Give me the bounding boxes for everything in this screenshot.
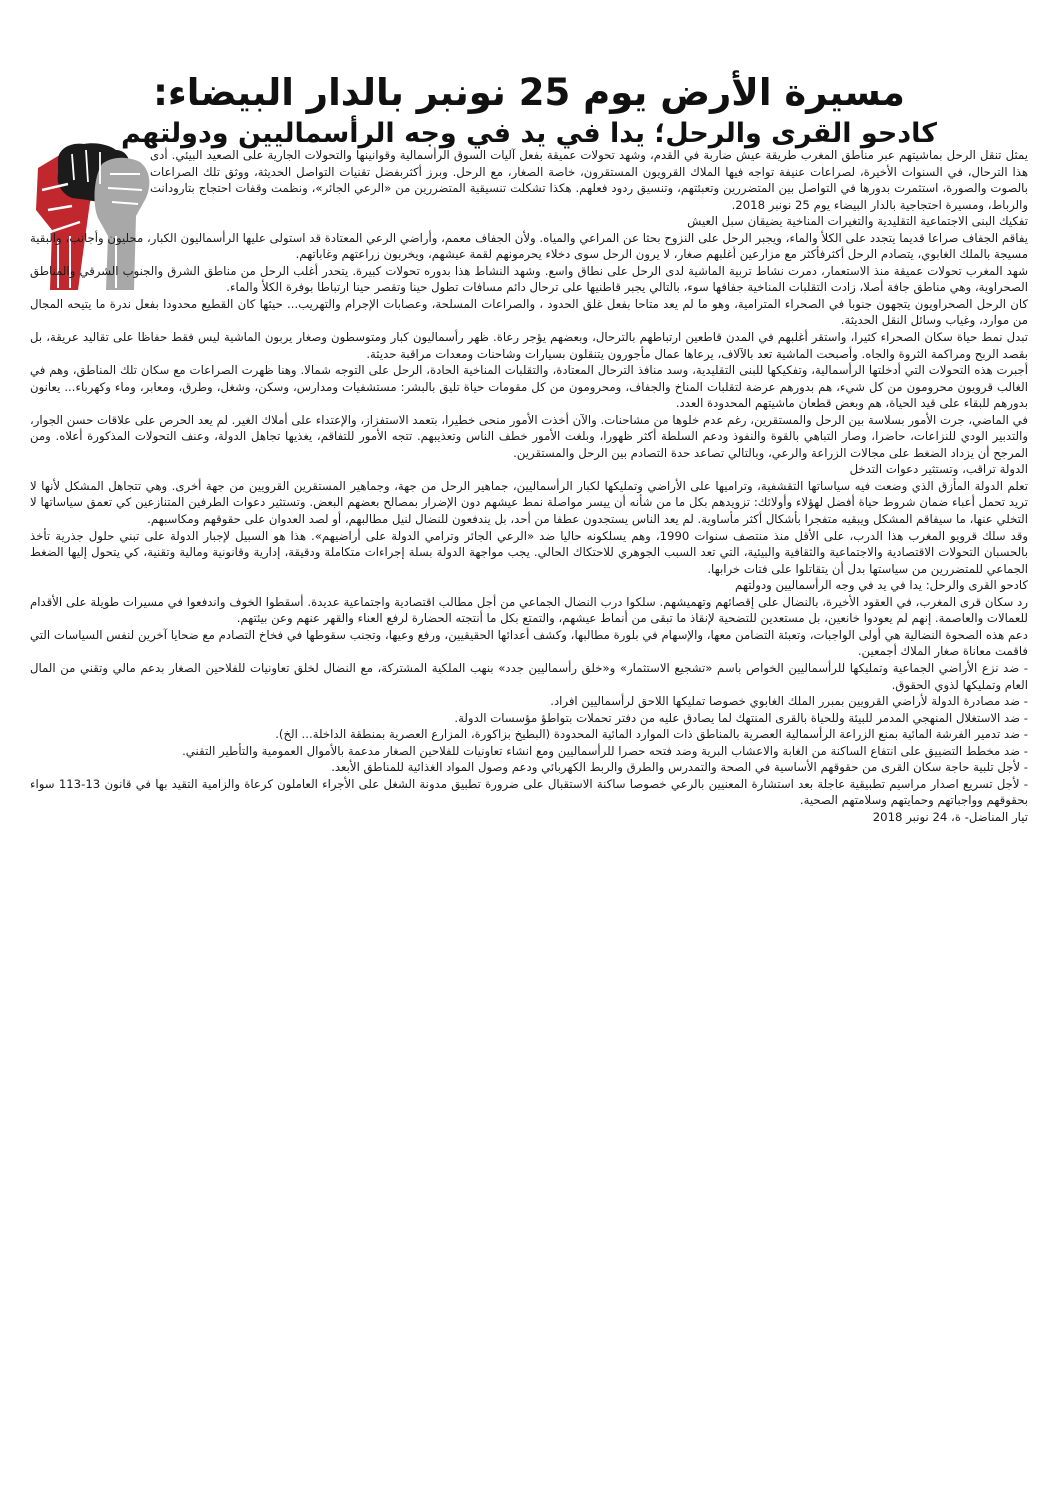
paragraph: يفاقم الجفاف صراعا قديما يتجدد على الكلأ والماء، ويجبر الرحل على النزوح بحثا عن المراعي والمياه. ولأن الجفاف معمم، وأراضي الرعي المعتادة قد استولى عليها الرأسماليون الكبار، محليون وأجانب، والبقية مسيجة بالملك الغابوي، يتصادم الرحل أكثرفأكثر مع مزارعين أغلبهم صغار، لا يرون الرحل سوى دخلاء يحرمونهم لقمة عيشهم، ويخربون زراعتهم وغاباتهم. [30,230,1028,262]
section-heading: كادحو القرى والرحل: يدا في يد في وجه الرأسماليين ودولتهم [735,578,1028,593]
paragraph: تبدل نمط حياة سكان الصحراء كثيرا، واستقر أغلبهم في المدن قاطعين ارتباطهم بالترحال، وبعضهم يؤجر رعاة. ظهر رأسماليون كبار ومتوسطون وصغار يربون الماشية ليس فقط حفاظا على تقاليد عريقة، بل بقصد الربح ومراكمة الثروة والجاه. وأصبحت الماشية تعد بالآلاف، يرعاها عمال مأجورون يتنقلون بسيارات وشاحنات ومعدات مراقبة حديثة. [30,330,1028,361]
demand-item: - ضد تدمير الفرشة المائية بمنع الزراعة الرأسمالية العصرية بالمناطق ذات الموارد المائية المحدودة (البطيخ بزاكورة، المزارع العصرية بمنطقة الداخلة... الخ). [275,727,1028,742]
section-heading: تفكيك البنى الاجتماعية التقليدية والتغيرات المناخية يضيقان سبل العيش [687,214,1028,229]
demand-item: - ضد مصادرة الدولة لأراضي القرويين بمبرر الملك الغابوي خصوصا تمليكها اللاحق لرأسماليين افراد. [550,694,1028,709]
subheadline: كادحو القرى والرحل؛ يدا في يد في وجه الرأسماليين ودولتهم [121,118,937,150]
paragraph: كان الرحل الصحراويون يتجهون جنوبا في الصحراء المترامية، وهو ما لم يعد متاحا بفعل غلق الحدود ، والصراعات المسلحة، وعصابات الإجرام والتهريب... حيثها كان القطيع محدودا بفعل ندرة ما يتيحه المجال من موارد، وغياب وسائل النقل الحديثة. [30,296,1028,328]
demand-item: - ضد مخطط التضييق على انتفاع الساكنة من الغابة والاعشاب البرية وضد فتحه حصرا للرأسماليين ومع انشاء تعاونيات للفلاحين الصغار مدعمة بالأموال العمومية والتأطير التقني. [182,743,1028,758]
signature-line: تيار المناضل- ة، 24 نونبر 2018 [872,809,1028,824]
demand-item: - ضد الاستغلال المنهجي المدمر للبيئة وللحياة بالقرى المنتهك لما يصادق عليه من دفتر تحملات بتواطؤ مؤسسات الدولة. [454,710,1028,725]
paragraph: شهد المغرب تحولات عميقة منذ الاستعمار، دمرت نشاط تربية الماشية لدى الرحل على نطاق واسع. وشهد النشاط هذا بدوره تحولات كبيرة. يتحدر أغلب الرحل من مناطق الشرق والجنوب الشرقي والمناطق الصحراوية، وهي مناطق جافة أصلا، زادت التقلبات المناخية جفافها سوء، بالتالي يجبر قاطنيها على ترحال دائم مسافات تطول حينا وتقصر حينا ارتباطا بوفرة الكلأ والماء. [30,263,1028,295]
paragraph: وقد سلك قرويو المغرب هذا الدرب، على الأقل منذ منتصف سنوات 1990، وهم يسلكونه حاليا ضد «الرعي الجائر وترامي الدولة على أراضيهم». هذا هو السبيل لإجبار الدولة على تبني حلول جذرية تأخذ بالحسبان التحولات الاقتصادية والاجتماعية والثقافية والبيئية، التي تعد السبب الجوهري للاحتكاك الحالي. يجب مواجهة الدولة بسلة إجراءات متكاملة ودقيقة، إدارية وقانونية ومالية وتقنية، كي يتحول إليها الضغط الجماعي للمتضررين من سياستها بدل أن يتقاتلوا على فتات خرابها. [30,528,1028,576]
section-heading: الدولة تراقب، وتستثير دعوات التدخل [849,462,1028,477]
paragraph: في الماضي، جرت الأمور بسلاسة بين الرحل والمستقرين، رغم عدم خلوها من مشاحنات. والآن أخذت الأمور منحى خطيرا، بتعمد الاستفزاز، والإعتداء على أملاك الغير. لم يعد الحرص على علاقات حسن الجوار، والتدبير الودي للنزاعات، حاضرا، وصار التباهي بالقوة والنفوذ ودعم السلطة أكثر ظهورا، وبلغت الأمور خطف الناس وتعذيبهم. تتجه الأمور للتفاقم، يغذيها تجاهل الدولة، وعنف التحولات المذكورة أعلاه. ومن المرجح أن يزداد الضغط على مجالات الزراعة والرعي، وبالتالي تصاعد حدة التصادم بين الرحل والمستقرين. [30,412,1028,460]
paragraph: أجبرت هذه التحولات التي أدخلتها الرأسمالية، وتفكيكها للبنى التقليدية، وسد منافذ الترحال المعتادة، والتقلبات المناخية الحادة، الرحل على التوجه شمالا. وهنا ظهرت الصراعات مع سكان تلك المناطق، وهم في الغالب قرويون محرومون من كل شيء، هم بدورهم عرضة لتقلبات المناخ والجفاف، ومحرومون من كل مقومات حياة تليق بالبشر: مستشفيات ومدارس، وسكن، وشغل، وطرق، ومعابر، وماء وكهرباء... يعانون بدورهم للبقاء على قيد الحياة، هم وبعض قطعان ماشيتهم المحدودة العدد. [30,363,1028,411]
paragraph: رد سكان قرى المغرب، في العقود الأخيرة، بالنضال على إقصائهم وتهميشهم. سلكوا درب النضال الجماعي من أجل مطالب اقتصادية واجتماعية عديدة. أسقطوا الخوف واندفعوا في مسيرات طويلة على الأقدام للعمالات والعاصمة. إنهم لم يعودوا خانعين، بل مستعدين للتضحية لإنقاذ ما تبقى من أنماط عيشهم، والتمتع بكل ما أنتجته الحضارة لرفع العناء والقهر عنهم وعن بيئتهم. [30,594,1028,626]
intro-paragraph: يمثل تنقل الرحل بماشيتهم عبر مناطق المغرب طريقة عيش ضاربة في القدم، وشهد تحولات عميقة بفعل آليات السوق الرأسمالية وقوانينها والتحولات الجارية على الصعيد البيئي. أدى هذا الترحال، في السنوات الأخيرة، لصراعات عنيفة تواجه فيها الملاك القرويون المستقرون، خاصة الصغار، مع الرحل. وبرز أكثربفضل تقنيات التواصل الحديثة، ووثق تلك الصراعات بالصوت والصورة، استثمرت بدورها في التواصل بين المتضررين وتعبئتهم، وتنسيق ردود فعلهم. هكذا تشكلت تنسيقية المتضررين من «الرعي الجائر»، ونظمت وقفات احتجاج بتارودانت والرباط، ومسيرة احتجاجية بالدار البيضاء يوم 25 نونبر 2018. [150,148,1028,212]
demand-item: - لأجل تسريع اصدار مراسيم تطبيقية عاجلة بعد استشارة المعنيين بالرعي خصوصا ساكنة الاستقبال على ضرورة تطبيق مدونة الشغل على الأجراء العاملون كرعاة والزامية التقيد بها في قانون 13-113 سواء بحقوقهم وواجباتهم وحمايتهم وسلامتهم الصحية. [30,776,1028,808]
paragraph: تعلم الدولة المأزق الذي وضعت فيه سياساتها التقشفية، وتراميها على الأراضي وتمليكها لكبار الرأسماليين، جماهير الرحل من جهة، وجماهير المستقرين القرويين من جهة أخرى. وهي تتجاهل المشكل لأنها لا تريد تحمل أعباء ضمان شروط حياة أفضل لهؤلاء وأولائك: تزويدهم بكل ما من شأنه أن ييسر مواصلة نمط عيشهم دون الإضرار بمصالح بعضهم البعض. وتستثير دعوات الطرفين المتنازعين كي تعمق سياساتها لا التخلي عنها، ما سيفاقم المشكل ويبقيه متفجرا بأشكال أكثر مأساوية. لم يعد الناس يستجدون عطفا من أحد، بل يندفعون للنضال لنيل مطالبهم، أو لصد العدوان على حقوقهم ومكاسبهم. [30,478,1028,527]
article-body [30,147,1028,1473]
demand-item: - ضد نزع الأراضي الجماعية وتمليكها للرأسماليين الخواص باسم «تشجيع الاستثمار» و«خلق رأسماليين جدد» بنهب الملكية المشتركة، مع النضال لخلق تعاونيات للفلاحين الصغار بدعم مالي وتقني من المال العام وتمليكها لذوي الحقوق. [30,660,1028,692]
demand-item: - لأجل تلبية حاجة سكان القرى من حقوقهم الأساسية في الصحة والتمدرس والطرق والربط الكهربائي ودعم وصول المواد الغذائية للمناطق الأبعد. [331,760,1028,775]
paragraph: دعم هذه الصحوة النضالية هي أولى الواجبات، وتعبئة التضامن معها، والإسهام في بلورة مطالبها، وكشف أعدائها الحقيقيين، ورفع وعيها، وتجنب سقوطها في فخاخ التصادم مع ضحايا آخرين لنفس السياسات التي فاقمت معاناة صغار الملاك أجمعين. [30,627,1028,659]
headline: مسيرة الأرض يوم 25 نونبر بالدار البيضاء: [153,70,905,114]
